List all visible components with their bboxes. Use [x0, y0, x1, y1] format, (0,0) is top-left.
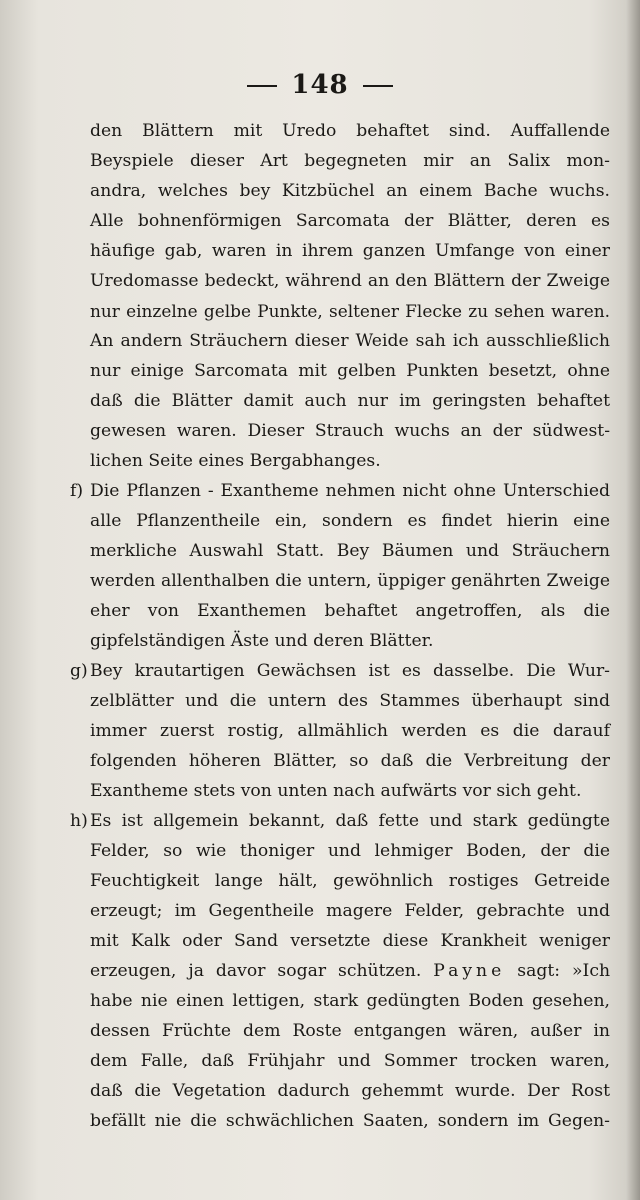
text-line: zelblätter und die untern des Stammes überhaupt sind: [90, 691, 610, 711]
text-line: eher von Exanthemen behaftet angetroffen, als die: [90, 601, 610, 621]
list-marker-g: g): [70, 661, 88, 681]
text-line: Beyspiele dieser Art begegneten mir an Salix mon-: [90, 151, 610, 171]
body-text: [70, 116, 611, 1136]
text-line: nur einige Sarcomata mit gelben Punkten besetzt, ohne: [90, 361, 610, 381]
text-line: mit Kalk oder Sand versetzte diese Krankheit weniger: [90, 931, 610, 951]
text-line: daß die Vegetation dadurch gehemmt wurde. Der Rost: [90, 1081, 610, 1101]
text-line: Es ist allgemein bekannt, daß fette und stark gedüngte: [90, 811, 610, 831]
author-name-payne: Payne: [433, 961, 506, 981]
text-line: merkliche Auswahl Statt. Bey Bäumen und Sträuchern: [90, 541, 610, 561]
page-number: 148: [291, 70, 349, 100]
text-line: Feuchtigkeit lange hält, gewöhnlich rostiges Getreide: [90, 871, 610, 891]
text-line: nur einzelne gelbe Punkte, seltener Flecke zu sehen waren.: [90, 301, 610, 321]
text-line: lichen Seite eines Bergabhanges.: [90, 451, 381, 471]
text-line: Felder, so wie thoniger und lehmiger Boden, der die: [90, 841, 610, 861]
text-line: Die Pflanzen - Exantheme nehmen nicht ohne Unterschied: [90, 481, 610, 501]
text-line: Exantheme stets von unten nach aufwärts vor sich geht.: [90, 781, 582, 801]
text-line: Bey krautartigen Gewächsen ist es dasselbe. Die Wur-: [90, 661, 610, 681]
text-line: [90, 956, 610, 986]
text-line: daß die Blätter damit auch nur im geringsten behaftet: [90, 391, 610, 411]
text-line: habe nie einen lettigen, stark gedüngten Boden gesehen,: [90, 991, 610, 1011]
text-segment: sagt: »Ich: [517, 961, 611, 981]
list-item-f: [70, 476, 610, 656]
text-segment: erzeugen, ja davor sogar schützen.: [90, 961, 422, 981]
text-line: Uredomasse bedeckt, während an den Blättern der Zweige: [90, 271, 610, 291]
text-line: werden allenthalben die untern, üppiger genährten Zweige: [90, 571, 610, 591]
text-line: alle Pflanzentheile ein, sondern es findet hierin eine: [90, 511, 610, 531]
text-line: befällt nie die schwächlichen Saaten, sondern im Gegen-: [90, 1111, 610, 1131]
text-line: dem Falle, daß Frühjahr und Sommer trocken waren,: [90, 1051, 610, 1071]
text-line: erzeugt; im Gegentheile magere Felder, gebrachte und: [90, 901, 610, 921]
header-dash-right: [363, 85, 393, 87]
list-marker-h: h): [70, 811, 88, 831]
page-edge-shadow: [626, 0, 640, 1200]
header-dash-left: [247, 85, 277, 87]
text-line: folgenden höheren Blätter, so daß die Verbreitung der: [90, 751, 610, 771]
text-line: An andern Sträuchern dieser Weide sah ich ausschließlich: [90, 331, 610, 351]
text-line: gewesen waren. Dieser Strauch wuchs an der südwest-: [90, 421, 610, 441]
text-line: dessen Früchte dem Roste entgangen wären, außer in: [90, 1021, 610, 1041]
list-marker-f: f): [70, 481, 84, 501]
text-line: andra, welches bey Kitzbüchel an einem Bache wuchs.: [90, 181, 610, 201]
text-line: immer zuerst rostig, allmählich werden es die darauf: [90, 721, 610, 741]
text-line: den Blättern mit Uredo behaftet sind. Auffallende: [90, 121, 610, 141]
text-line: Alle bohnenförmigen Sarcomata der Blätter, deren es: [90, 211, 610, 231]
list-item-g: [70, 656, 610, 806]
list-item-h: [70, 806, 611, 1136]
page-header: [0, 70, 640, 100]
text-line: gipfelständigen Äste und deren Blätter.: [90, 631, 434, 651]
text-line: häufige gab, waren in ihrem ganzen Umfange von einer: [90, 241, 610, 261]
